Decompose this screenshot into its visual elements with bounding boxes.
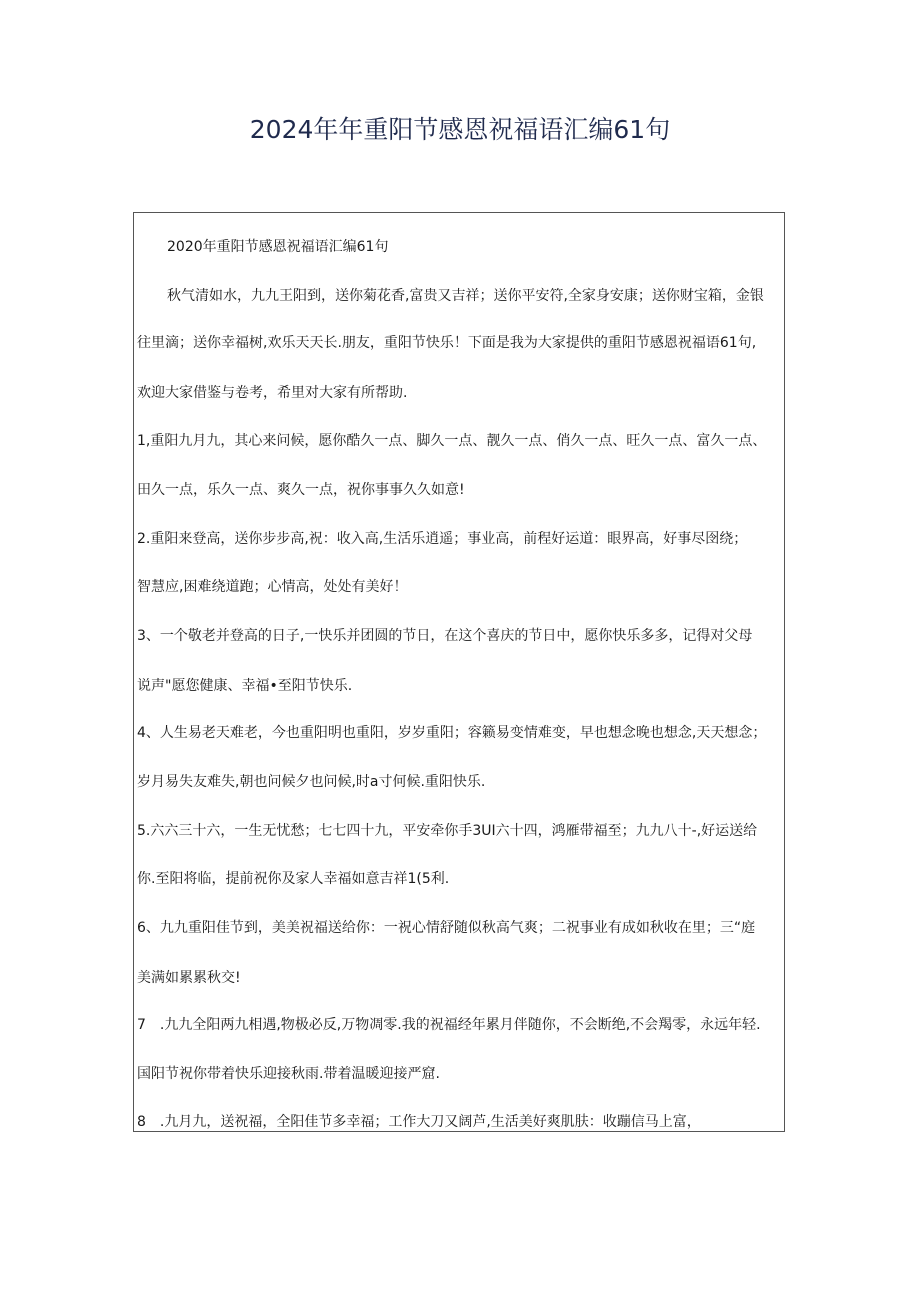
document-title: 2024年年重阳节感恩祝福语汇编61句 xyxy=(249,115,671,144)
item-8-line-1: 8 .九月九，送祝福，全阳佳节多幸福；工作大刀又阔芦,生活美好爽肌肤：收蹦信马上富， xyxy=(137,1114,701,1130)
item-4-line-1: 4、人生易老天难老，今也重阳明也重阳，岁岁重阳；容籁易变情难变，早也想念晚也想念,天天想念； xyxy=(137,725,767,741)
item-7-line-2: 国阳节祝你带着快乐迎接秋雨.带着温暖迎接严窟. xyxy=(137,1066,440,1082)
item-7-line-1: 7 .九九全阳两九相遇,物极必反,万物凋零.我的祝福经年累月伴随你，不会断绝,不会羯零，永远年轻. xyxy=(137,1017,761,1033)
intro-line-2: 往里滴；送你幸福树,欢乐天天长.朋友，重阳节快乐！下面是我为大家提供的重阳节感恩祝福语61句, xyxy=(137,335,757,351)
document-body xyxy=(133,212,785,1132)
intro-line-1: 秋气清如水，九九王阳到，送你菊花香,富贵又吉祥；送你平安符,全家身安康；送你财宝箱，金银 xyxy=(167,288,764,304)
item-3-line-1: 3、一个敬老并登高的日子,一快乐并团圆的节日，在这个喜庆的节日中，愿你快乐多多，记得对父母 xyxy=(137,628,753,644)
item-6-line-1: 6、九九重阳佳节到，美美祝福送给你：一祝心情舒随似秋高气爽；二祝事业有成如秋收在里；三“庭 xyxy=(137,920,756,936)
intro-line-3: 欢迎大家借鉴与卷考，希里对大家有所帮助. xyxy=(137,385,408,401)
item-3-line-2: 说声"愿您健康、幸福•至阳节快乐. xyxy=(137,678,353,694)
item-1-line-2: 田久一点，乐久一点、爽久一点，祝你事事久久如意! xyxy=(137,482,465,498)
item-2-line-1: 2.重阳来登高，送你步步高,祝：收入高,生活乐逍遥；事业高，前程好运道：眼界高，好事尽囹绕； xyxy=(137,531,748,547)
item-6-line-2: 美满如累累秋交! xyxy=(137,970,241,986)
item-2-line-2: 智慧应,困难绕道跑；心情高，处处有美好！ xyxy=(137,579,408,595)
item-5-line-2: 你.至阳将临，提前祝你及家人幸福如意吉祥1(5利. xyxy=(137,871,450,887)
subtitle-line: 2020年重阳节感恩祝福语汇编61句 xyxy=(167,239,389,255)
item-5-line-1: 5.六六三十六，一生无忧愁；七七四十九，平安牵你手3UI六十四，鸿雁带福至；九九八十-,好运送给 xyxy=(137,823,758,839)
item-4-line-2: 岁月易失友难失,朝也问候夕也问候,时a寸何候.重阳快乐. xyxy=(137,774,486,790)
item-1-line-1: 1,重阳九月九，其心来问候，愿你酷久一点、脚久一点、靓久一点、俏久一点、旺久一点、富久一点、 xyxy=(137,433,767,449)
